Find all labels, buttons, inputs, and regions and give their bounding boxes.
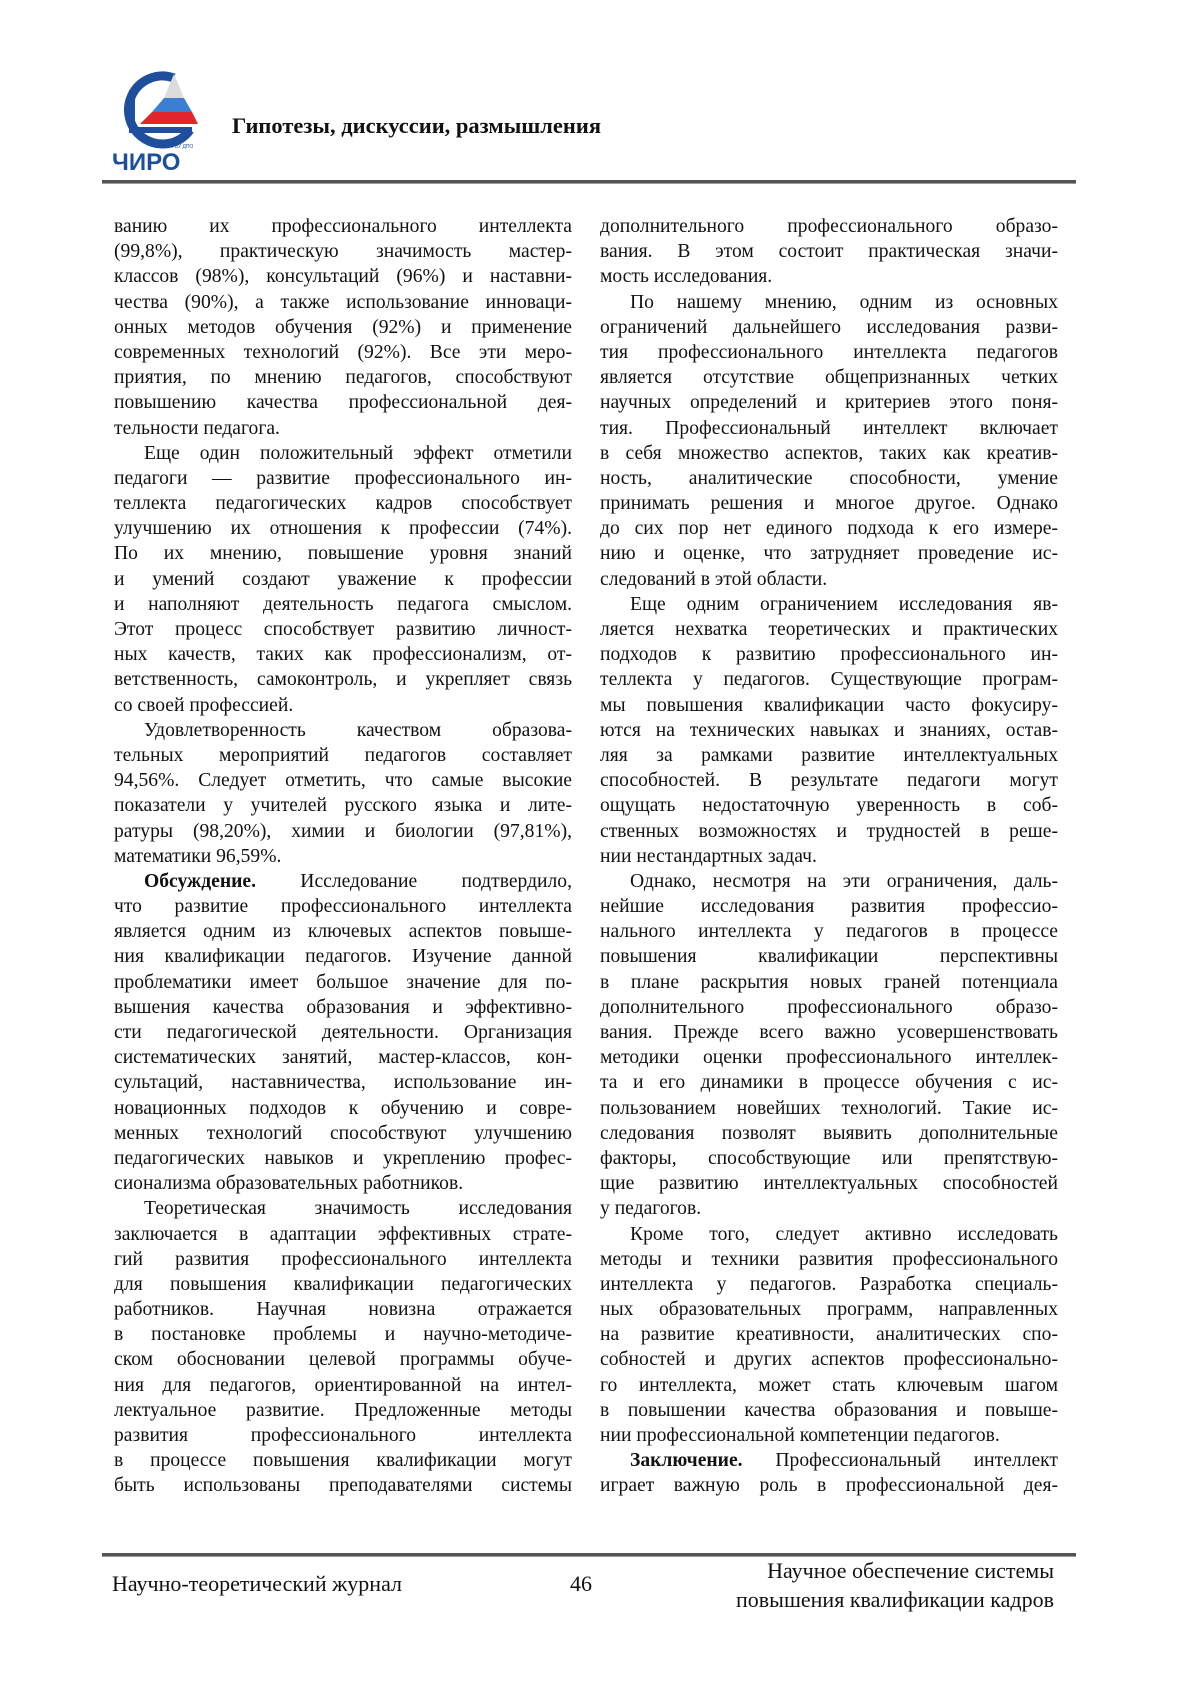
text-line: заключается в адаптации эффективных страте-	[114, 1222, 572, 1247]
header-divider	[102, 180, 1076, 184]
text-line: ратуры (98,20%), химии и биологии (97,81%),	[114, 819, 572, 844]
text-line: принимать решения и многое другое. Однако	[600, 491, 1058, 516]
text-line: вания. В этом состоит практическая значи-	[600, 239, 1058, 264]
text-line: факторы, способствующие или препятствую-	[600, 1146, 1058, 1171]
paragraph	[600, 214, 1058, 290]
text-line: приятия, по мнению педагогов, способствуют	[114, 365, 572, 390]
text-line: сти педагогической деятельности. Организация	[114, 1020, 572, 1045]
text-line: По их мнению, повышение уровня знаний	[114, 541, 572, 566]
text-line: повышению качества профессиональной дея-	[114, 390, 572, 415]
text-line: до сих пор нет единого подхода к его измере-	[600, 516, 1058, 541]
text-line: педагоги — развитие профессионального ин-	[114, 466, 572, 491]
text-line: 94,56%. Следует отметить, что самые высокие	[114, 768, 572, 793]
text-column-left	[114, 214, 572, 1499]
text-run: Исследование подтвердило,	[256, 871, 572, 892]
text-line: подходов к развитию профессионального ин-	[600, 642, 1058, 667]
text-line: ощущать недостаточную уверенность в соб-	[600, 793, 1058, 818]
text-line: математики 96,59%.	[114, 844, 572, 869]
text-line: мость исследования.	[600, 264, 1058, 289]
text-line: современных технологий (92%). Все эти меро-	[114, 340, 572, 365]
text-line: Этот процесс способствует развитию личност-	[114, 617, 572, 642]
text-line: является одним из ключевых аспектов повыше-	[114, 919, 572, 944]
text-line: способностей. В результате педагоги могут	[600, 768, 1058, 793]
text-line: го интеллекта, может стать ключевым шагом	[600, 1373, 1058, 1398]
text-line: ния для педагогов, ориентированной на интел-	[114, 1373, 572, 1398]
paragraph	[600, 1222, 1058, 1449]
text-line: сионализма образовательных работников.	[114, 1171, 572, 1196]
text-line: и умений создают уважение к профессии	[114, 567, 572, 592]
text-line: в процессе повышения квалификации могут	[114, 1448, 572, 1473]
text-line: показатели у учителей русского языка и лите-	[114, 793, 572, 818]
logo-text: ЧИРО	[112, 149, 180, 174]
text-line: педагогических навыков и укреплению профес-	[114, 1146, 572, 1171]
text-line: и наполняют деятельность педагога смыслом.	[114, 592, 572, 617]
text-line: Еще один положительный эффект отметили	[114, 441, 572, 466]
logo-subtext: ГБУ ДПО	[172, 144, 193, 150]
text-line: классов (98%), консультаций (96%) и наставни-	[114, 264, 572, 289]
text-line: мы повышения квалификации часто фокусиру-	[600, 693, 1058, 718]
text-line: у педагогов.	[600, 1196, 1058, 1221]
text-line: вания. Прежде всего важно усовершенствовать	[600, 1020, 1058, 1045]
text-line: в постановке проблемы и научно-методиче-	[114, 1322, 572, 1347]
text-line: ляя за рамками развитие интеллектуальных	[600, 743, 1058, 768]
text-line: на развитие креативности, аналитических спо-	[600, 1322, 1058, 1347]
text-line: ность, аналитические способности, умение	[600, 466, 1058, 491]
text-line: вышения качества образования и эффективно-	[114, 995, 572, 1020]
section-title: Гипотезы, дискуссии, размышления	[232, 113, 601, 139]
logo-emblem-icon	[112, 68, 208, 174]
journal-title	[736, 1556, 1054, 1614]
text-line: повышения квалификации перспективны	[600, 944, 1058, 969]
chiro-logo	[112, 68, 208, 174]
text-line: работников. Научная новизна отражается	[114, 1297, 572, 1322]
text-line: Однако, несмотря на эти ограничения, даль-	[600, 869, 1058, 894]
text-line: Удовлетворенность качеством образова-	[114, 718, 572, 743]
journal-title-line: повышения квалификации кадров	[736, 1585, 1054, 1614]
text-line: ных качеств, таких как профессионализм, от-	[114, 642, 572, 667]
text-line: ных образовательных программ, направленных	[600, 1297, 1058, 1322]
text-line: тия. Профессиональный интеллект включает	[600, 416, 1058, 441]
journal-label: Научно-теоретический журнал	[112, 1569, 402, 1598]
text-line: ляется нехватка теоретических и практических	[600, 617, 1058, 642]
text-line: щие развитию интеллектуальных способностей	[600, 1171, 1058, 1196]
text-line: По нашему мнению, одним из основных	[600, 290, 1058, 315]
text-line: нии нестандартных задач.	[600, 844, 1058, 869]
text-line: тия профессионального интеллекта педагогов	[600, 340, 1058, 365]
text-line: ветственность, самоконтроль, и укрепляет связь	[114, 667, 572, 692]
text-line: нейшие исследования развития профессио-	[600, 894, 1058, 919]
text-line: тельных мероприятий педагогов составляет	[114, 743, 572, 768]
text-line: ском обосновании целевой программы обуче-	[114, 1347, 572, 1372]
text-line: развития профессионального интеллекта	[114, 1423, 572, 1448]
text-line: теллекта педагогических кадров способствует	[114, 491, 572, 516]
paragraph	[114, 718, 572, 869]
paragraph	[600, 869, 1058, 1222]
text-line: что развитие профессионального интеллекта	[114, 894, 572, 919]
text-line: проблематики имеет большое значение для по-	[114, 970, 572, 995]
text-line: менных технологий способствуют улучшению	[114, 1121, 572, 1146]
text-line: дополнительного профессионального образо-	[600, 995, 1058, 1020]
text-line: следования позволят выявить дополнительные	[600, 1121, 1058, 1146]
text-line: собностей и других аспектов профессионально-	[600, 1347, 1058, 1372]
journal-title-line: Научное обеспечение системы	[736, 1556, 1054, 1585]
text-line: Кроме того, следует активно исследовать	[600, 1222, 1058, 1247]
text-line: в плане раскрытия новых граней потенциала	[600, 970, 1058, 995]
text-column-right	[600, 214, 1058, 1499]
text-line: тельности педагога.	[114, 416, 572, 441]
text-line	[600, 1448, 1058, 1473]
text-line: систематических занятий, мастер-классов, кон-	[114, 1045, 572, 1070]
text-line: лектуальное развитие. Предложенные методы	[114, 1398, 572, 1423]
text-line: онных методов обучения (92%) и применение	[114, 315, 572, 340]
text-line: ственных возможностях и трудностей в реше-	[600, 819, 1058, 844]
text-line: нального интеллекта у педагогов в процессе	[600, 919, 1058, 944]
text-line	[114, 869, 572, 894]
paragraph	[114, 214, 572, 441]
text-line: та и его динамики в процессе обучения с ис-	[600, 1070, 1058, 1095]
text-run: Профессиональный интеллект	[743, 1450, 1058, 1471]
text-line: гий развития профессионального интеллекта	[114, 1247, 572, 1272]
text-line: сультаций, наставничества, использование ин-	[114, 1070, 572, 1095]
paragraph	[114, 441, 572, 718]
text-line: ния квалификации педагогов. Изучение данной	[114, 944, 572, 969]
text-line: ются на технических навыках и знаниях, остав-	[600, 718, 1058, 743]
text-line: быть использованы преподавателями системы	[114, 1473, 572, 1498]
text-line: теллекта у педагогов. Существующие програм-	[600, 667, 1058, 692]
section-lead: Обсуждение.	[144, 871, 256, 892]
text-line: в повышении качества образования и повыше-	[600, 1398, 1058, 1423]
paragraph	[600, 1448, 1058, 1498]
text-line: новационных подходов к обучению и совре-	[114, 1096, 572, 1121]
text-line: следований в этой области.	[600, 567, 1058, 592]
text-line: дополнительного профессионального образо-	[600, 214, 1058, 239]
paragraph	[114, 869, 572, 1196]
text-line: ванию их профессионального интеллекта	[114, 214, 572, 239]
text-line: в себя множество аспектов, таких как креатив-	[600, 441, 1058, 466]
text-line: (99,8%), практическую значимость мастер-	[114, 239, 572, 264]
text-line: Теоретическая значимость исследования	[114, 1196, 572, 1221]
text-line: методы и техники развития профессионального	[600, 1247, 1058, 1272]
text-line: для повышения квалификации педагогических	[114, 1272, 572, 1297]
text-line: нии профессиональной компетенции педагогов.	[600, 1423, 1058, 1448]
paragraph	[600, 290, 1058, 592]
text-line: чества (90%), а также использование инноваци-	[114, 290, 572, 315]
text-line: является отсутствие общепризнанных четких	[600, 365, 1058, 390]
text-line: научных определений и критериев этого поня-	[600, 390, 1058, 415]
paragraph	[600, 592, 1058, 869]
paragraph	[114, 1196, 572, 1498]
text-line: играет важную роль в профессиональной дея-	[600, 1473, 1058, 1498]
text-line: со своей профессией.	[114, 693, 572, 718]
page-number: 46	[570, 1569, 592, 1598]
text-line: методики оценки профессионального интеллек-	[600, 1045, 1058, 1070]
text-line: Еще одним ограничением исследования яв-	[600, 592, 1058, 617]
text-line: улучшению их отношения к профессии (74%).	[114, 516, 572, 541]
text-line: интеллекта у педагогов. Разработка специаль-	[600, 1272, 1058, 1297]
text-line: нию и оценке, что затрудняет проведение ис-	[600, 541, 1058, 566]
text-line: ограничений дальнейшего исследования разви-	[600, 315, 1058, 340]
section-lead: Заключение.	[630, 1450, 743, 1471]
text-line: пользованием новейших технологий. Такие ис-	[600, 1096, 1058, 1121]
